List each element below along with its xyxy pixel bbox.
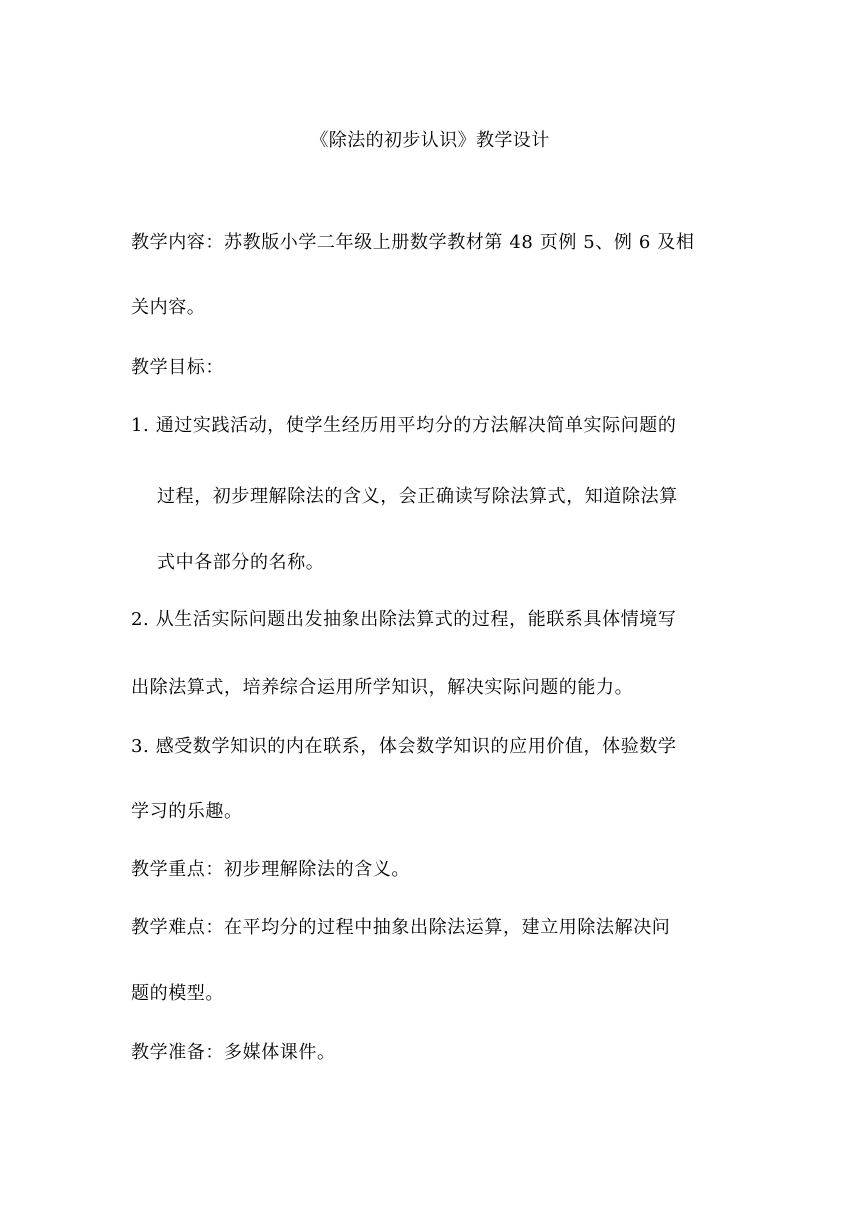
objective-1-line-1: 1. 通过实践活动，使学生经历用平均分的方法解决简单实际问题的	[131, 415, 677, 436]
objectives-heading: 教学目标：	[131, 357, 224, 378]
objective-1-line-3: 式中各部分的名称。	[157, 552, 325, 573]
document-title: 《除法的初步认识》教学设计	[310, 130, 550, 151]
difficulty-line-2: 题的模型。	[131, 983, 224, 1004]
preparation: 教学准备：多媒体课件。	[131, 1042, 336, 1063]
objective-3-line-2: 学习的乐趣。	[131, 801, 243, 822]
objective-3-line-1: 3. 感受数学知识的内在联系，体会数学知识的应用价值，体验数学	[131, 736, 677, 757]
objective-2-line-1: 2. 从生活实际问题出发抽象出除法算式的过程，能联系具体情境写	[131, 609, 677, 630]
difficulty-line-1: 教学难点：在平均分的过程中抽象出除法运算，建立用除法解决问	[131, 917, 671, 938]
content-line-1: 教学内容：苏教版小学二年级上册数学教材第 48 页例 5、例 6 及相	[131, 232, 695, 253]
objective-1-line-2: 过程，初步理解除法的含义，会正确读写除法算式，知道除法算	[157, 486, 678, 507]
key-point: 教学重点：初步理解除法的含义。	[131, 859, 410, 880]
objective-2-line-2: 出除法算式，培养综合运用所学知识，解决实际问题的能力。	[131, 677, 634, 698]
content-line-2: 关内容。	[131, 297, 206, 318]
